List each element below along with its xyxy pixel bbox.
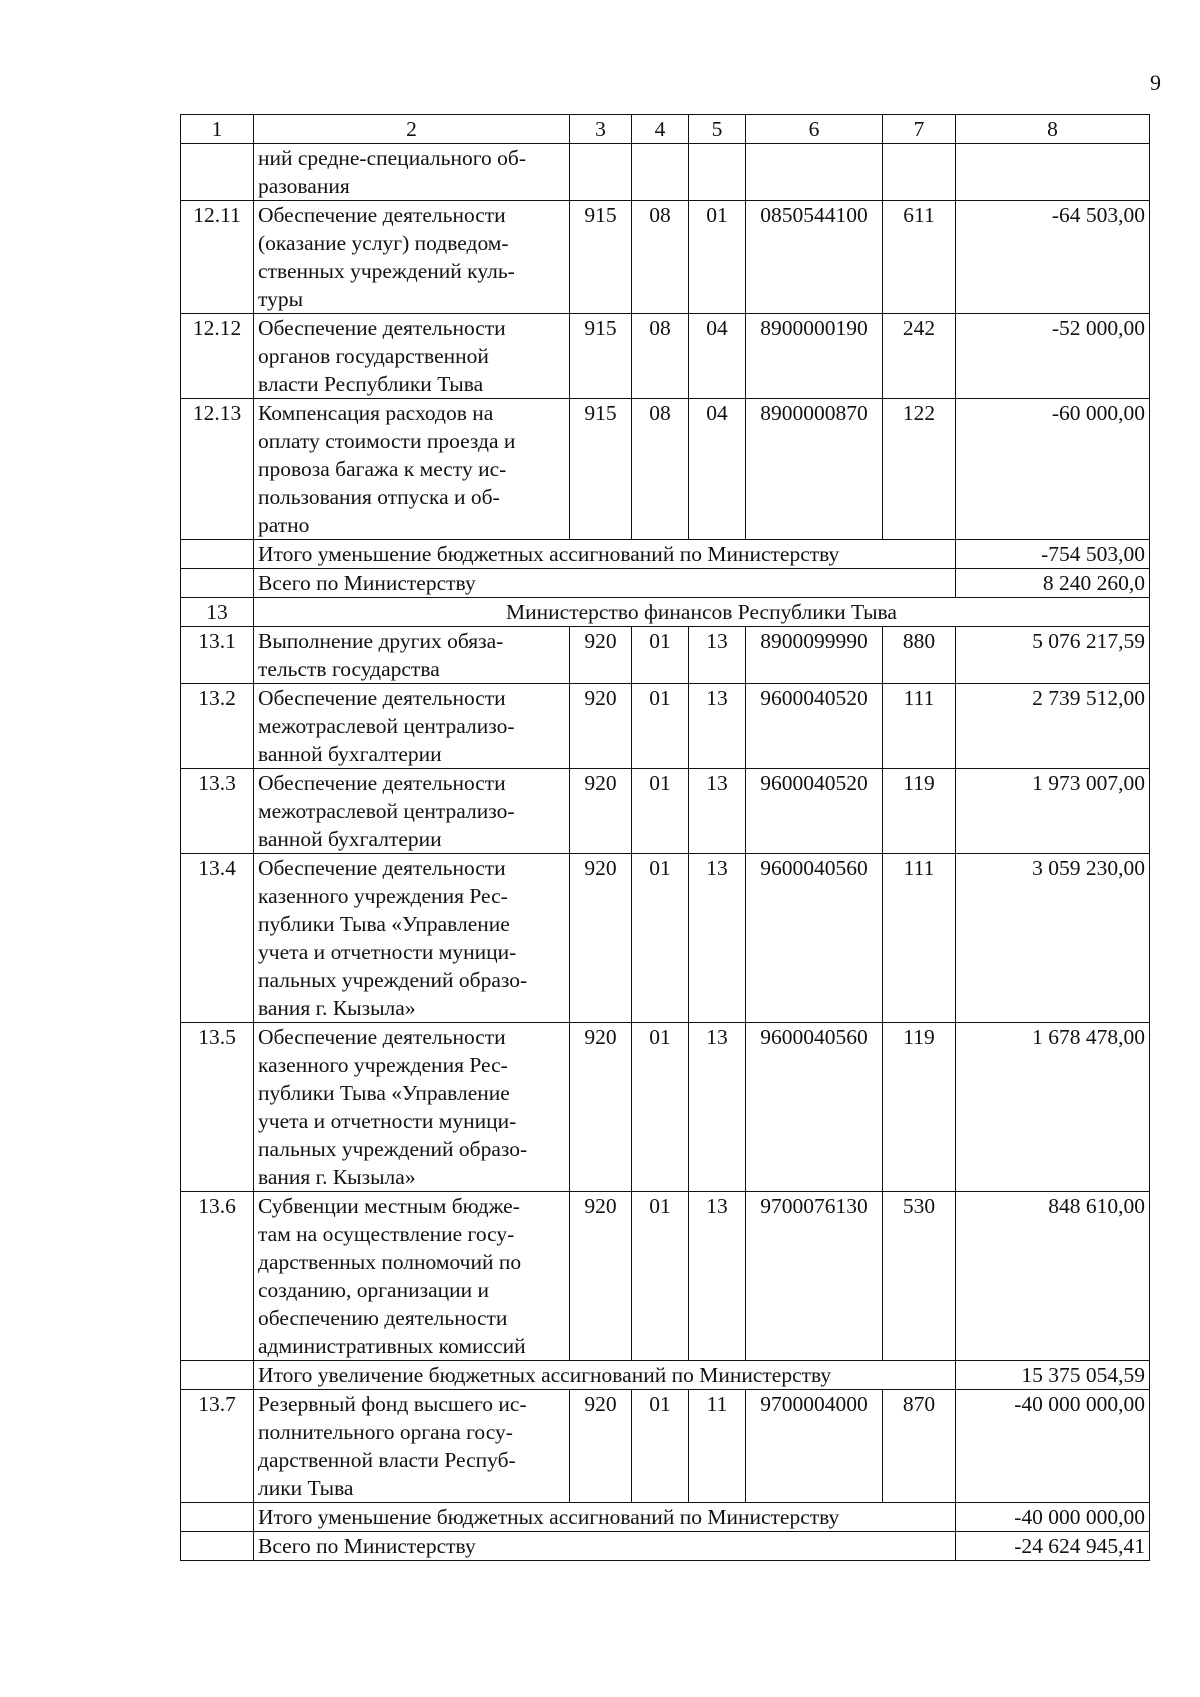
section-code: 01 bbox=[632, 1023, 689, 1192]
row-number: 13.5 bbox=[181, 1023, 254, 1192]
row-description: Обеспечение деятельности казенного учреждения Рес- публики Тыва «Управление учета и отчетности муници- пальных учреждений образо- вания г. Кызыла» bbox=[254, 854, 570, 1023]
budget-table-body bbox=[181, 115, 1150, 1561]
row-number: 13.1 bbox=[181, 627, 254, 684]
table-row bbox=[181, 314, 1150, 399]
total-amount: -754 503,00 bbox=[956, 540, 1150, 569]
total-label: Итого увеличение бюджетных ассигнований по Министерству bbox=[254, 1361, 956, 1390]
ministry-code: 920 bbox=[570, 1192, 632, 1361]
table-row bbox=[181, 684, 1150, 769]
total-blank bbox=[181, 1532, 254, 1561]
row-description: Выполнение других обяза- тельств государства bbox=[254, 627, 570, 684]
section-row bbox=[181, 598, 1150, 627]
row-description: Обеспечение деятельности межотраслевой централизо- ванной бухгалтерии bbox=[254, 684, 570, 769]
row-amount: 5 076 217,59 bbox=[956, 627, 1150, 684]
row-number: 12.12 bbox=[181, 314, 254, 399]
row-description: Резервный фонд высшего ис- полнительного органа госу- дарственной власти Респуб- лики Тыва bbox=[254, 1390, 570, 1503]
header-cell: 8 bbox=[956, 115, 1150, 144]
subsection-code: 01 bbox=[689, 201, 746, 314]
total-label: Итого уменьшение бюджетных ассигнований по Министерству bbox=[254, 540, 956, 569]
subsection-code: 13 bbox=[689, 1023, 746, 1192]
total-amount: -40 000 000,00 bbox=[956, 1503, 1150, 1532]
table-row bbox=[181, 769, 1150, 854]
total-blank bbox=[181, 540, 254, 569]
row-description: Обеспечение деятельности межотраслевой централизо- ванной бухгалтерии bbox=[254, 769, 570, 854]
subsection-code: 04 bbox=[689, 399, 746, 540]
expense-type-code bbox=[883, 144, 956, 201]
target-article-code: 9600040520 bbox=[746, 769, 883, 854]
section-code: 08 bbox=[632, 201, 689, 314]
row-description: Компенсация расходов на оплату стоимости проезда и провоза багажа к месту ис- пользования отпуска и об- ратно bbox=[254, 399, 570, 540]
total-label: Всего по Министерству bbox=[254, 569, 956, 598]
ministry-code: 920 bbox=[570, 854, 632, 1023]
total-blank bbox=[181, 1503, 254, 1532]
row-amount bbox=[956, 144, 1150, 201]
section-title: Министерство финансов Республики Тыва bbox=[254, 598, 1150, 627]
table-row bbox=[181, 1023, 1150, 1192]
ministry-code: 920 bbox=[570, 684, 632, 769]
ministry-code: 920 bbox=[570, 769, 632, 854]
subsection-code: 13 bbox=[689, 627, 746, 684]
expense-type-code: 880 bbox=[883, 627, 956, 684]
total-blank bbox=[181, 569, 254, 598]
header-row bbox=[181, 115, 1150, 144]
section-code: 01 bbox=[632, 854, 689, 1023]
expense-type-code: 242 bbox=[883, 314, 956, 399]
table-row bbox=[181, 399, 1150, 540]
section-code bbox=[632, 144, 689, 201]
section-code: 01 bbox=[632, 684, 689, 769]
row-amount: 1 678 478,00 bbox=[956, 1023, 1150, 1192]
total-row bbox=[181, 1361, 1150, 1390]
row-amount: -64 503,00 bbox=[956, 201, 1150, 314]
ministry-code: 915 bbox=[570, 314, 632, 399]
header-cell: 3 bbox=[570, 115, 632, 144]
subsection-code bbox=[689, 144, 746, 201]
total-amount: -24 624 945,41 bbox=[956, 1532, 1150, 1561]
ministry-code: 920 bbox=[570, 1390, 632, 1503]
total-blank bbox=[181, 1361, 254, 1390]
ministry-code: 920 bbox=[570, 627, 632, 684]
section-code: 01 bbox=[632, 769, 689, 854]
expense-type-code: 611 bbox=[883, 201, 956, 314]
target-article-code: 8900099990 bbox=[746, 627, 883, 684]
table-row bbox=[181, 1390, 1150, 1503]
target-article-code: 9600040520 bbox=[746, 684, 883, 769]
row-amount: -60 000,00 bbox=[956, 399, 1150, 540]
row-number: 12.13 bbox=[181, 399, 254, 540]
row-amount: -52 000,00 bbox=[956, 314, 1150, 399]
table-row bbox=[181, 1192, 1150, 1361]
section-code: 01 bbox=[632, 1390, 689, 1503]
total-amount: 15 375 054,59 bbox=[956, 1361, 1150, 1390]
row-number: 13.7 bbox=[181, 1390, 254, 1503]
subsection-code: 13 bbox=[689, 854, 746, 1023]
total-label: Всего по Министерству bbox=[254, 1532, 956, 1561]
subsection-code: 11 bbox=[689, 1390, 746, 1503]
header-cell: 1 bbox=[181, 115, 254, 144]
header-cell: 6 bbox=[746, 115, 883, 144]
total-row bbox=[181, 1503, 1150, 1532]
row-amount: 848 610,00 bbox=[956, 1192, 1150, 1361]
ministry-code: 915 bbox=[570, 201, 632, 314]
table-row bbox=[181, 144, 1150, 201]
subsection-code: 13 bbox=[689, 1192, 746, 1361]
row-number: 12.11 bbox=[181, 201, 254, 314]
subsection-code: 13 bbox=[689, 684, 746, 769]
total-row bbox=[181, 569, 1150, 598]
section-number: 13 bbox=[181, 598, 254, 627]
table-row bbox=[181, 201, 1150, 314]
ministry-code bbox=[570, 144, 632, 201]
row-description: Обеспечение деятельности (оказание услуг) подведом- ственных учреждений куль- туры bbox=[254, 201, 570, 314]
row-amount: 3 059 230,00 bbox=[956, 854, 1150, 1023]
expense-type-code: 111 bbox=[883, 854, 956, 1023]
header-cell: 4 bbox=[632, 115, 689, 144]
row-description: Обеспечение деятельности казенного учреждения Рес- публики Тыва «Управление учета и отчетности муници- пальных учреждений образо- вания г. Кызыла» bbox=[254, 1023, 570, 1192]
target-article-code: 9600040560 bbox=[746, 854, 883, 1023]
row-description: Субвенции местным бюдже- там на осуществление госу- дарственных полномочий по созданию, организации и обеспечению деятельности административных комиссий bbox=[254, 1192, 570, 1361]
section-code: 01 bbox=[632, 627, 689, 684]
expense-type-code: 119 bbox=[883, 1023, 956, 1192]
subsection-code: 04 bbox=[689, 314, 746, 399]
row-amount: -40 000 000,00 bbox=[956, 1390, 1150, 1503]
expense-type-code: 530 bbox=[883, 1192, 956, 1361]
row-number bbox=[181, 144, 254, 201]
target-article-code: 9700076130 bbox=[746, 1192, 883, 1361]
section-code: 08 bbox=[632, 399, 689, 540]
total-amount: 8 240 260,0 bbox=[956, 569, 1150, 598]
target-article-code: 8900000190 bbox=[746, 314, 883, 399]
budget-table bbox=[180, 114, 1150, 1561]
row-amount: 2 739 512,00 bbox=[956, 684, 1150, 769]
page-number: 9 bbox=[1150, 70, 1161, 95]
row-amount: 1 973 007,00 bbox=[956, 769, 1150, 854]
expense-type-code: 122 bbox=[883, 399, 956, 540]
target-article-code: 0850544100 bbox=[746, 201, 883, 314]
expense-type-code: 119 bbox=[883, 769, 956, 854]
header-cell: 2 bbox=[254, 115, 570, 144]
expense-type-code: 870 bbox=[883, 1390, 956, 1503]
total-row bbox=[181, 540, 1150, 569]
total-row bbox=[181, 1532, 1150, 1561]
row-number: 13.2 bbox=[181, 684, 254, 769]
row-number: 13.6 bbox=[181, 1192, 254, 1361]
expense-type-code: 111 bbox=[883, 684, 956, 769]
target-article-code: 9600040560 bbox=[746, 1023, 883, 1192]
target-article-code bbox=[746, 144, 883, 201]
row-number: 13.4 bbox=[181, 854, 254, 1023]
target-article-code: 9700004000 bbox=[746, 1390, 883, 1503]
target-article-code: 8900000870 bbox=[746, 399, 883, 540]
row-description: ний средне-специального об- разования bbox=[254, 144, 570, 201]
header-cell: 7 bbox=[883, 115, 956, 144]
section-code: 08 bbox=[632, 314, 689, 399]
subsection-code: 13 bbox=[689, 769, 746, 854]
section-code: 01 bbox=[632, 1192, 689, 1361]
header-cell: 5 bbox=[689, 115, 746, 144]
ministry-code: 915 bbox=[570, 399, 632, 540]
ministry-code: 920 bbox=[570, 1023, 632, 1192]
table-row bbox=[181, 854, 1150, 1023]
table-row bbox=[181, 627, 1150, 684]
total-label: Итого уменьшение бюджетных ассигнований по Министерству bbox=[254, 1503, 956, 1532]
row-description: Обеспечение деятельности органов государственной власти Республики Тыва bbox=[254, 314, 570, 399]
row-number: 13.3 bbox=[181, 769, 254, 854]
